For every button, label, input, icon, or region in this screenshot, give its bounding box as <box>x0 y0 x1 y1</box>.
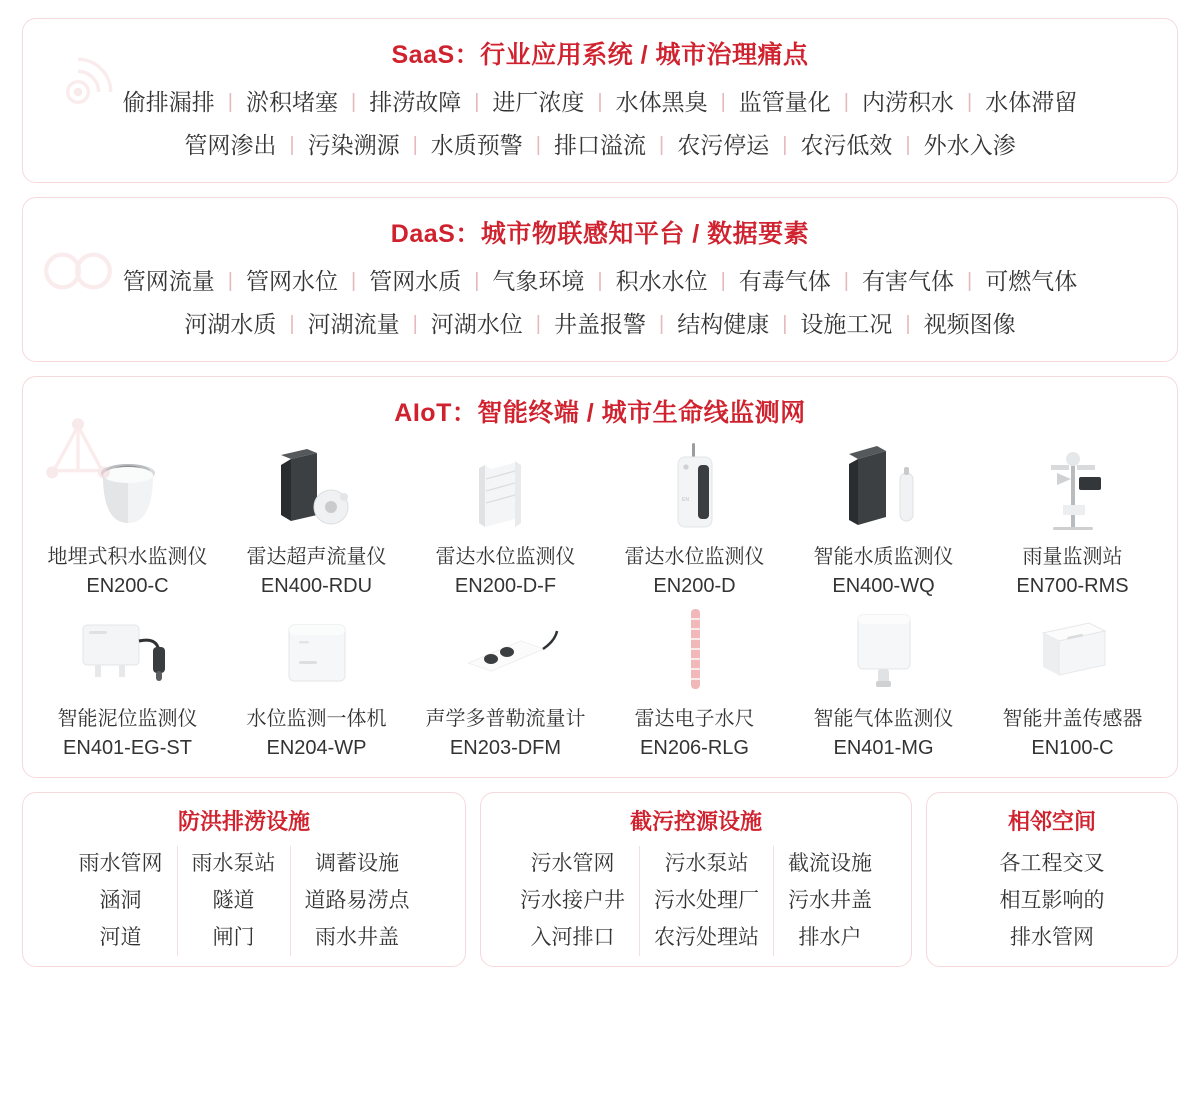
saas-tag: 内涝积水 <box>862 89 954 115</box>
device-item[interactable] <box>411 443 600 601</box>
device-name: 地埋式积水监测仪 <box>47 546 208 569</box>
facility-item: 闸门 <box>212 925 255 949</box>
aiot-card <box>22 376 1178 778</box>
saas-tag: 监管量化 <box>738 89 831 115</box>
separator: | <box>289 133 295 156</box>
daas-title-en: DaaS： <box>390 220 481 249</box>
device-name: 智能气体监测仪 <box>813 708 954 731</box>
separator: | <box>535 312 541 335</box>
device-model: EN401-MG <box>833 737 934 760</box>
daas-tag: 设施工况 <box>800 310 893 337</box>
card-columns <box>487 846 905 956</box>
separator: | <box>350 91 357 114</box>
device-item[interactable] <box>33 443 222 601</box>
daas-card <box>22 197 1178 362</box>
saas-tag: 农污低效 <box>800 131 893 158</box>
facility-item: 污水处理厂 <box>654 888 759 912</box>
separator: | <box>227 270 233 293</box>
facility-item: 农污处理站 <box>654 925 759 949</box>
saas-tag: 偷排漏排 <box>122 89 215 115</box>
device-name: 智能井盖传感器 <box>1002 708 1143 731</box>
device-model: EN401-EG-ST <box>63 737 192 760</box>
separator: | <box>967 270 973 293</box>
card-column <box>506 846 639 956</box>
device-item[interactable] <box>789 443 978 601</box>
device-item[interactable] <box>600 443 789 601</box>
daas-tag: 河湖水质 <box>184 310 277 337</box>
facility-item: 雨水泵站 <box>191 852 276 876</box>
device-name: 水位监测一体机 <box>246 708 387 731</box>
device-model: EN200-D <box>653 575 736 598</box>
facility-item: 雨水井盖 <box>315 925 399 949</box>
device-name: 雷达超声流量仪 <box>246 546 387 569</box>
rain-gauge-station-icon <box>1027 443 1119 533</box>
smart-sludge-level-meter-icon <box>73 605 183 695</box>
daas-title <box>23 198 1177 260</box>
device-model: EN700-RMS <box>1016 575 1129 598</box>
daas-tag-row <box>39 260 1161 303</box>
card-title: 截污控源设施 <box>629 809 762 835</box>
aiot-title <box>23 377 1177 439</box>
device-model: EN100-C <box>1031 737 1114 760</box>
facility-item: 河道 <box>99 925 142 949</box>
facility-cards-row <box>22 792 1178 967</box>
device-name: 智能泥位监测仪 <box>57 708 198 731</box>
integrated-level-monitor-icon <box>273 605 361 695</box>
smart-water-quality-meter-icon <box>838 443 930 533</box>
daas-tag: 井盖报警 <box>554 310 646 337</box>
daas-title-cn: 城市物联感知平台 / 数据要素 <box>480 220 810 249</box>
saas-tag-row <box>39 124 1161 167</box>
separator: | <box>474 91 480 114</box>
device-item[interactable] <box>33 605 222 763</box>
saas-tag: 外水入渗 <box>923 131 1016 158</box>
radar-level-meter-f-icon <box>469 443 543 533</box>
separator: | <box>289 312 295 335</box>
device-name: 雷达水位监测仪 <box>624 546 765 569</box>
separator: | <box>905 133 911 156</box>
separator: | <box>782 133 788 156</box>
separator: | <box>227 91 233 114</box>
separator: | <box>659 312 665 335</box>
daas-tag: 有毒气体 <box>738 268 831 295</box>
smart-manhole-sensor-icon <box>1029 605 1117 695</box>
daas-tag: 河湖水位 <box>430 310 523 337</box>
doppler-flowmeter-icon <box>451 605 561 695</box>
daas-tag: 管网水位 <box>245 268 338 295</box>
device-model: EN206-RLG <box>640 737 749 760</box>
separator: | <box>720 270 726 293</box>
radar-ultrasonic-flowmeter-icon <box>269 443 365 533</box>
device-name: 智能水质监测仪 <box>813 546 954 569</box>
separator: | <box>412 133 418 156</box>
separator: | <box>967 91 973 114</box>
card-column <box>177 846 290 956</box>
device-grid <box>23 439 1177 777</box>
facility-item: 排水管网 <box>1010 925 1094 949</box>
separator: | <box>843 91 849 114</box>
device-name: 雷达电子水尺 <box>634 708 755 731</box>
facility-item: 各工程交叉 <box>999 852 1105 876</box>
aiot-title-cn: 智能终端 / 城市生命线监测网 <box>477 399 806 428</box>
device-model: EN400-RDU <box>260 575 373 598</box>
saas-tag: 污染溯源 <box>307 131 400 158</box>
device-model: EN203-DFM <box>449 737 562 760</box>
daas-tag: 结构健康 <box>677 310 770 337</box>
facility-item: 截流设施 <box>788 852 872 876</box>
saas-tag-rows <box>23 81 1177 182</box>
saas-tag: 水质预警 <box>430 131 523 158</box>
device-model: EN200-D-F <box>454 575 557 598</box>
device-model: EN204-WP <box>266 737 367 760</box>
facility-item: 污水接户井 <box>520 888 625 912</box>
device-item[interactable] <box>600 605 789 763</box>
separator: | <box>597 91 603 114</box>
card-column <box>773 846 886 956</box>
device-name: 雷达水位监测仪 <box>435 546 576 569</box>
facility-item: 道路易涝点 <box>304 888 410 912</box>
svg-text:EN: EN <box>681 497 689 504</box>
facility-item: 污水泵站 <box>664 852 749 876</box>
device-item[interactable] <box>411 605 600 763</box>
device-model: EN400-WQ <box>832 575 935 598</box>
separator: | <box>905 312 911 335</box>
daas-tag: 管网流量 <box>122 268 215 295</box>
aiot-title-en: AIoT： <box>394 399 478 428</box>
radar-level-meter-icon <box>658 443 732 533</box>
pollution-control-card <box>480 792 912 967</box>
saas-tag: 排涝故障 <box>369 89 462 115</box>
card-title: 防洪排涝设施 <box>177 809 310 835</box>
separator: | <box>412 312 418 335</box>
daas-tag: 管网水质 <box>369 268 462 295</box>
saas-tag: 进厂浓度 <box>492 89 585 115</box>
facility-item: 雨水管网 <box>78 852 163 876</box>
card-columns <box>29 846 459 956</box>
facility-item: 污水管网 <box>530 852 615 876</box>
daas-tag-rows <box>23 260 1177 361</box>
card-columns <box>933 846 1171 956</box>
saas-tag: 水体滞留 <box>985 89 1078 115</box>
facility-item: 隧道 <box>212 888 255 912</box>
card-column <box>639 846 773 956</box>
daas-tag: 有害气体 <box>862 268 954 295</box>
separator: | <box>659 133 665 156</box>
separator: | <box>597 270 603 293</box>
saas-tag-row <box>39 81 1161 124</box>
device-item[interactable] <box>978 605 1167 763</box>
device-item[interactable] <box>789 605 978 763</box>
device-item[interactable] <box>222 443 411 601</box>
card-column <box>290 846 424 956</box>
card-column <box>986 846 1119 956</box>
card-title: 相邻空间 <box>1007 809 1096 835</box>
separator: | <box>843 270 849 293</box>
separator: | <box>350 270 357 293</box>
device-name: 雨量监测站 <box>1022 546 1123 569</box>
saas-tag: 淤积堵塞 <box>245 89 338 115</box>
adjacent-space-card <box>926 792 1178 967</box>
smart-gas-detector-icon <box>844 605 924 695</box>
separator: | <box>535 133 541 156</box>
daas-tag: 气象环境 <box>492 268 585 295</box>
facility-item: 入河排口 <box>530 925 615 949</box>
electronic-water-gauge-icon <box>675 605 715 695</box>
daas-tag: 可燃气体 <box>985 268 1078 295</box>
facility-item: 排水户 <box>798 925 862 949</box>
daas-tag: 积水水位 <box>615 268 708 295</box>
saas-title <box>23 19 1177 81</box>
daas-tag: 视频图像 <box>923 310 1016 337</box>
saas-tag: 管网渗出 <box>184 131 277 158</box>
separator: | <box>720 91 726 114</box>
device-name: 声学多普勒流量计 <box>425 708 586 731</box>
daas-tag-row <box>39 303 1161 346</box>
separator: | <box>474 270 480 293</box>
buried-water-level-sensor-icon <box>89 443 167 533</box>
saas-tag: 排口溢流 <box>554 131 646 158</box>
facility-item: 调蓄设施 <box>315 852 399 876</box>
saas-title-en: SaaS： <box>391 41 481 69</box>
facility-item: 涵洞 <box>99 888 142 912</box>
saas-tag: 农污停运 <box>677 131 770 158</box>
saas-card <box>22 18 1178 183</box>
saas-tag: 水体黑臭 <box>615 89 708 115</box>
flood-control-card <box>22 792 466 967</box>
facility-item: 相互影响的 <box>999 888 1105 912</box>
daas-tag: 河湖流量 <box>307 310 400 337</box>
device-model: EN200-C <box>86 575 169 598</box>
facility-item: 污水井盖 <box>788 888 872 912</box>
saas-title-cn: 行业应用系统 / 城市治理痛点 <box>480 41 809 69</box>
device-item[interactable] <box>978 443 1167 601</box>
device-item[interactable] <box>222 605 411 763</box>
separator: | <box>782 312 788 335</box>
card-column <box>65 846 177 956</box>
